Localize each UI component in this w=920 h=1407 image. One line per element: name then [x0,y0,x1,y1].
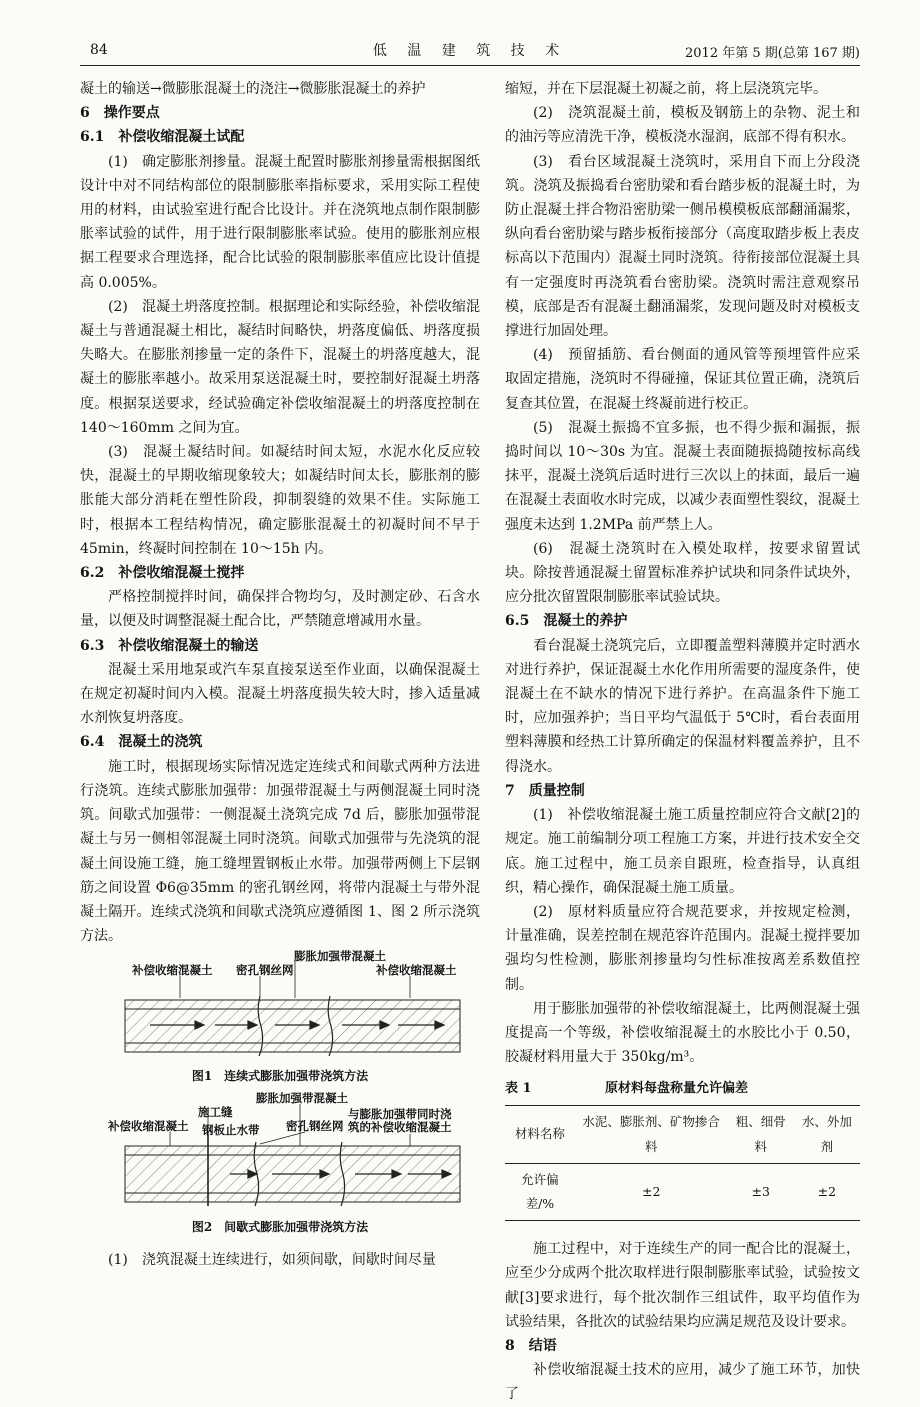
table-label: 表 1 [505,1081,532,1097]
figure-2-left-label: 补偿收缩混凝土 [108,1119,189,1134]
paragraph: 补偿收缩混凝土技术的应用，减少了施工环节，加快了 [505,1362,860,1403]
section-heading: 6 操作要点 [80,105,160,122]
paragraph: 凝土的输送→微膨胀混凝土的浇注→微膨胀混凝土的养护 [80,81,426,97]
table-row [505,1163,860,1220]
figure-1-band-label: 膨胀加强带混凝土 [294,949,386,964]
figure-2-stop-label: 钢板止水带 [202,1123,260,1138]
paragraph: 混凝土采用地泵或汽车泵直接泵送至作业面，以确保混凝土在规定初凝时间内入模。混凝土坍落度损失较大时，掺入适量减水剂恢复坍落度。 [80,661,480,727]
table-header-cell: 材料名称 [505,1106,575,1163]
page-header [80,38,860,62]
subsection-heading: 6.3 补偿收缩混凝土的输送 [80,637,259,654]
issue-info: 2012 年第 5 期(总第 167 期) [685,46,860,61]
paragraph: 施工时，根据现场实际情况选定连续式和间歇式两种方法进行浇筑。连续式膨胀加强带：加强带混凝土与两侧混凝土同时浇筑。间歇式加强带：一侧混凝土浇筑完成 7d 后，膨胀加强带混凝土与另一侧相邻混凝土同时浇筑。间歇式加强带与先浇筑的混凝土间设施工缝，施工缝埋置钢板止水带。加强带两侧上下层钢筋之间设置 Φ6@35mm 的密孔钢丝网，将带内混凝土与带外混凝土隔开。连续式浇筑和间歇式浇筑应遵循图 1、图 2 所示浇筑方法。 [80,758,480,945]
left-column [80,77,480,1273]
right-column [505,77,860,1407]
paragraph: 用于膨胀加强带的补偿收缩混凝土，比两侧混凝土强度提高一个等级，补偿收缩混凝土的水胶比小于 0.50，胶凝材料用量大于 350kg/m³。 [505,1000,860,1066]
subsection-heading: 6.1 补偿收缩混凝土试配 [80,129,245,146]
subsection-heading: 6.4 混凝土的浇筑 [80,734,203,751]
figure-1-right-label: 补偿收缩混凝土 [376,963,457,978]
figure-1-left-label: 补偿收缩混凝土 [132,963,213,978]
section-heading: 7 质量控制 [505,782,585,799]
figure-2-caption: 图2 间歇式膨胀加强带浇筑方法 [191,1220,369,1235]
table-header-row [505,1106,860,1163]
table-cell: ±2 [794,1163,860,1220]
figure-1-mesh-label: 密孔钢丝网 [236,963,294,978]
figure-1-caption: 图1 连续式膨胀加强带浇筑方法 [191,1069,369,1084]
table-header-cell: 粗、细骨料 [728,1106,794,1163]
table-title: 原材料每盘称量允许偏差 [605,1081,749,1097]
table-header-cell: 水、外加剂 [794,1106,860,1163]
paragraph: 看台混凝土浇筑完后，立即覆盖塑料薄膜并定时洒水对进行养护，保证混凝土水化作用所需要的湿度条件，使混凝土在不缺水的情况下进行养护。在高温条件下施工时，应加强养护；当日平均气温低于 5℃时，看台表面用塑料薄膜和经热工计算所确定的保温材料覆盖养护，且不得浇水。 [505,637,860,775]
figure-2-band-label: 膨胀加强带混凝土 [256,1091,348,1106]
page-number: 84 [90,42,108,58]
paragraph: (5) 混凝土振捣不宜多振，也不得少振和漏振，振捣时间以 10～30s 为宜。混凝土表面随振捣随按标高线抹平，混凝土浇筑后适时进行三次以上的抹面，最后一遍在混凝土表面收水时完成，以减少表面塑性裂纹，混凝土强度未达到 1.2MPa 前严禁上人。 [505,419,860,533]
figure-2-joint-label: 施工缝 [198,1105,233,1120]
figure-2-mesh-label: 密孔钢丝网 [286,1119,344,1134]
paragraph: (3) 看台区域混凝土浇筑时，采用自下而上分段浇筑。浇筑及振捣看台密肋梁和看台踏步板的混凝土时，为防止混凝土拌合物沿密肋梁一侧吊模模板底部翻涌漏浆，纵向看台密肋梁与踏步板衔接部分（高度取踏步板上表皮标高以下范围内）混凝土同时浇筑。待衔接部位混凝土具有一定强度时再浇筑看台密肋梁。浇筑时需注意观察吊模，底部是否有混凝土翻涌漏浆，发现问题及时对模板支撑进行加固处理。 [505,153,860,340]
header-rule [80,65,860,66]
paragraph: 施工过程中，对于连续生产的同一配合比的混凝土，应至少分成两个批次取样进行限制膨胀率试验，试验按文献[3]要求进行，每个批次制作三组试件，取平均值作为试验结果，各批次的试验结果均应满足规范及设计要求。 [505,1241,860,1330]
subsection-heading: 6.2 补偿收缩混凝土搅拌 [80,565,245,582]
paragraph: 缩短，并在下层混凝土初凝之前，将上层浇筑完毕。 [505,81,827,97]
paragraph: (2) 浇筑混凝土前，模板及钢筋上的杂物、泥土和的油污等应清洗干净，模板浇水湿润，底部不得有积水。 [505,105,860,146]
figure-2-right-label-1: 与膨胀加强带同时浇 [348,1107,452,1122]
paragraph: (4) 预留插筋、看台侧面的通风管等预埋管件应采取固定措施，浇筑时不得碰撞，保证其位置正确，浇筑后复查其位置，在混凝土终凝前进行校正。 [505,347,860,412]
paragraph: (6) 混凝土浇筑时在入模处取样，按要求留置试块。除按普通混凝土留置标准养护试块和同条件试块外，应分批次留置限制膨胀率试验试块。 [505,540,860,606]
figure-2-right-label-2: 筑的补偿收缩混凝土 [348,1120,452,1135]
table-cell: ±3 [728,1163,794,1220]
table-caption [505,1077,860,1101]
figure-2 [80,1091,480,1240]
tolerance-table [505,1105,860,1221]
paragraph: 严格控制搅拌时间，确保拌合物均匀，及时测定砂、石含水量，以便及时调整混凝土配合比，严禁随意增减用水量。 [80,589,480,630]
subsection-heading: 6.5 混凝土的养护 [505,613,628,630]
figure-1 [80,949,480,1090]
table-header-cell: 水泥、膨胀剂、矿物掺合料 [575,1106,728,1163]
paragraph: (2) 原材料质量应符合规范要求，并按规定检测，计量准确，误差控制在规范容许范围内。混凝土搅拌要加强均匀性检测，膨胀剂掺量均匀性标准按离差系数值控制。 [505,903,860,993]
journal-title: 低 温 建 筑 技 术 [372,43,568,59]
paragraph: (2) 混凝土坍落度控制。根据理论和实际经验，补偿收缩混凝土与普通混凝土相比，凝结时间略快，坍落度偏低、坍落度损失略大。在膨胀剂掺量一定的条件下，混凝土的坍落度越大，混凝土的膨胀率越小。故采用泵送混凝土时，要控制好混凝土坍落度。根据泵送要求，经试验确定补偿收缩混凝土的坍落度控制在 140～160mm 之间为宜。 [80,298,480,436]
section-heading: 8 结语 [505,1337,557,1354]
table-row-label: 允许偏差/% [505,1163,575,1220]
paragraph: (1) 补偿收缩混凝土施工质量控制应符合文献[2]的规定。施工前编制分项工程施工方案，并进行技术安全交底。施工过程中，施工员亲自跟班，检查指导，认真组织，精心操作，确保混凝土施工质量。 [505,807,860,896]
paragraph: (3) 混凝土凝结时间。如凝结时间太短，水泥水化反应较快，混凝土的早期收缩现象较大；如凝结时间太长，膨胀剂的膨胀能大部分消耗在塑性阶段，抑制裂缝的效果不佳。实际施工时，根据本工程结构情况，确定膨胀混凝土的初凝时间不早于 45min，终凝时间控制在 10～15h 内。 [80,444,480,557]
paragraph: (1) 浇筑混凝土连续进行，如须间歇，间歇时间尽量 [108,1252,436,1269]
table-cell: ±2 [575,1163,728,1220]
paragraph: (1) 确定膨胀剂掺量。混凝土配置时膨胀剂掺量需根据图纸设计中对不同结构部位的限制膨胀率指标要求，采用实际工程使用的材料，由试验室进行配合比设计。并在浇筑地点制作限制膨胀率试验的试件，用于进行限制膨胀率试验。使用的膨胀剂应根据工程要求合理选择，配合比试验的限制膨胀率值应比设计值提高 0.005%。 [80,153,480,291]
